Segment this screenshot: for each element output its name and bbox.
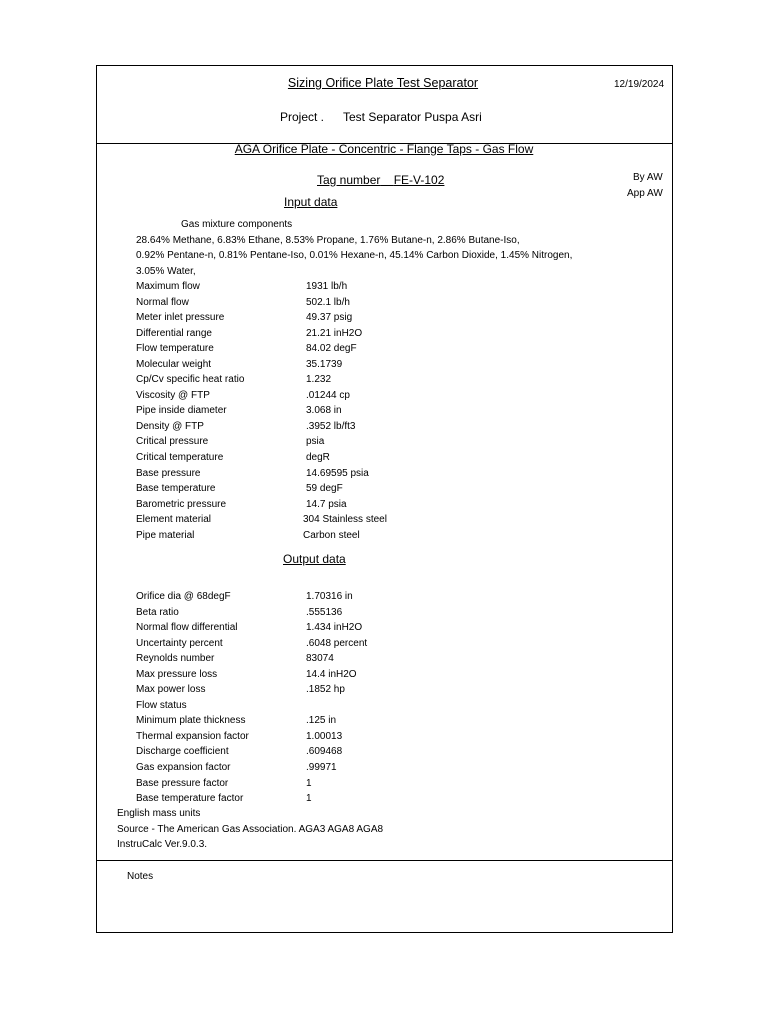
row-label: Base temperature factor bbox=[136, 793, 244, 805]
input-row-molecular-weight bbox=[136, 357, 536, 373]
output-row-flow-status bbox=[136, 698, 536, 714]
row-label: Molecular weight bbox=[136, 358, 212, 370]
row-value: 3.068 in bbox=[306, 405, 342, 417]
row-value: 49.37 psig bbox=[306, 312, 353, 324]
row-value: 84.02 degF bbox=[306, 343, 357, 355]
row-label: Normal flow bbox=[136, 296, 189, 308]
row-label: Uncertainty percent bbox=[136, 637, 223, 649]
tag-number bbox=[317, 173, 444, 187]
input-row-critical-pressure bbox=[136, 434, 536, 450]
output-row-thermal-expansion bbox=[136, 729, 536, 745]
row-value: 304 Stainless steel bbox=[303, 514, 387, 526]
input-heading: Input data bbox=[284, 195, 338, 209]
row-label: Flow status bbox=[136, 699, 187, 711]
row-value: 1 bbox=[306, 777, 312, 789]
input-row-element-material bbox=[136, 512, 536, 528]
input-row-base-temperature bbox=[136, 481, 536, 497]
project-label: Project . bbox=[280, 110, 325, 124]
row-label: Max power loss bbox=[136, 684, 206, 696]
tag-label: Tag number bbox=[317, 173, 381, 187]
output-data-list bbox=[136, 589, 536, 807]
output-row-max-power-loss bbox=[136, 682, 536, 698]
output-row-max-pressure-loss bbox=[136, 667, 536, 683]
row-label: Element material bbox=[136, 514, 212, 526]
signoff-by: By AW bbox=[633, 172, 663, 183]
gas-mixture-line: 0.92% Pentane-n, 0.81% Pentane-Iso, 0.01% Hexane-n, 45.14% Carbon Dioxide, 1.45% Nitrogen, bbox=[136, 250, 573, 261]
output-row-base-pressure-factor bbox=[136, 776, 536, 792]
output-row-orifice-dia bbox=[136, 589, 536, 605]
input-data-list bbox=[136, 279, 536, 543]
row-value: .99971 bbox=[306, 762, 337, 774]
notes-divider bbox=[96, 860, 673, 861]
input-row-critical-temperature bbox=[136, 450, 536, 466]
row-value: .609468 bbox=[306, 746, 343, 758]
row-label: Beta ratio bbox=[136, 606, 179, 618]
row-value: Carbon steel bbox=[303, 529, 360, 541]
row-value: .3952 lb/ft3 bbox=[306, 420, 356, 432]
row-value: .01244 cp bbox=[306, 389, 350, 401]
project-name: Test Separator Puspa Asri bbox=[343, 110, 482, 124]
input-row-barometric-pressure bbox=[136, 497, 536, 513]
row-label: Max pressure loss bbox=[136, 668, 218, 680]
row-value: 1 bbox=[306, 793, 312, 805]
row-label: Discharge coefficient bbox=[136, 746, 229, 758]
input-row-pipe-diameter bbox=[136, 403, 536, 419]
row-label: Cp/Cv specific heat ratio bbox=[136, 374, 245, 386]
row-label: Base pressure factor bbox=[136, 777, 229, 789]
input-row-viscosity bbox=[136, 388, 536, 404]
gas-mixture-line: 28.64% Methane, 6.83% Ethane, 8.53% Propane, 1.76% Butane-n, 2.86% Butane-Iso, bbox=[136, 235, 520, 246]
source-note: Source - The American Gas Association. AGA3 AGA8 AGA8 bbox=[117, 824, 384, 835]
method-title: AGA Orifice Plate - Concentric - Flange Taps - Gas Flow bbox=[234, 142, 534, 156]
input-row-normal-flow bbox=[136, 295, 536, 311]
notes-label: Notes bbox=[127, 871, 154, 882]
row-value: .555136 bbox=[306, 606, 343, 618]
row-value: 14.4 inH2O bbox=[306, 668, 357, 680]
row-value: 502.1 lb/h bbox=[306, 296, 350, 308]
row-value: .125 in bbox=[306, 715, 337, 727]
input-row-base-pressure bbox=[136, 466, 536, 482]
output-heading: Output data bbox=[283, 552, 346, 566]
output-row-min-plate-thickness bbox=[136, 713, 536, 729]
output-row-reynolds-number bbox=[136, 651, 536, 667]
row-label: Critical pressure bbox=[136, 436, 209, 448]
input-row-inlet-pressure bbox=[136, 310, 536, 326]
row-label: Viscosity @ FTP bbox=[136, 389, 210, 401]
row-value: 14.69595 psia bbox=[306, 467, 369, 479]
row-label: Flow temperature bbox=[136, 343, 214, 355]
row-label: Maximum flow bbox=[136, 281, 200, 292]
row-label: Normal flow differential bbox=[136, 622, 238, 634]
row-label: Base temperature bbox=[136, 483, 216, 495]
output-row-uncertainty bbox=[136, 636, 536, 652]
row-value: degR bbox=[306, 452, 330, 464]
row-value: 59 degF bbox=[306, 483, 343, 495]
row-value: 1.00013 bbox=[306, 730, 343, 742]
row-value: 83074 bbox=[306, 653, 334, 665]
row-label: Pipe inside diameter bbox=[136, 405, 227, 417]
row-value: 21.21 inH2O bbox=[306, 327, 363, 339]
gas-mixture-line: 3.05% Water, bbox=[136, 266, 196, 277]
version-note: InstruCalc Ver.9.0.3. bbox=[117, 839, 208, 850]
input-row-pipe-material bbox=[136, 528, 536, 544]
row-label: Critical temperature bbox=[136, 452, 224, 464]
row-label: Reynolds number bbox=[136, 653, 215, 665]
row-label: Meter inlet pressure bbox=[136, 312, 225, 324]
output-row-normal-flow-differential bbox=[136, 620, 536, 636]
input-row-specific-heat-ratio bbox=[136, 372, 536, 388]
report-date: 12/19/2024 bbox=[614, 79, 665, 90]
input-row-density bbox=[136, 419, 536, 435]
row-label: Density @ FTP bbox=[136, 420, 204, 432]
row-label: Pipe material bbox=[136, 529, 195, 541]
row-value: 35.1739 bbox=[306, 358, 343, 370]
row-value: 1.434 inH2O bbox=[306, 622, 363, 634]
row-value: 1.232 bbox=[306, 374, 332, 386]
tag-value: FE-V-102 bbox=[393, 173, 445, 187]
gas-mixture-heading: Gas mixture components bbox=[181, 219, 293, 230]
row-label: Differential range bbox=[136, 327, 212, 339]
input-row-max-flow bbox=[136, 279, 536, 295]
row-label: Barometric pressure bbox=[136, 498, 227, 510]
row-value: 14.7 psia bbox=[306, 498, 347, 510]
row-label: Minimum plate thickness bbox=[136, 715, 246, 727]
row-value: .6048 percent bbox=[306, 637, 368, 649]
row-label: Orifice dia @ 68degF bbox=[136, 591, 231, 602]
row-value: 1931 lb/h bbox=[306, 281, 348, 292]
output-row-discharge-coefficient bbox=[136, 744, 536, 760]
row-value: psia bbox=[306, 436, 325, 448]
signoff-app: App AW bbox=[627, 188, 663, 199]
row-label: Base pressure bbox=[136, 467, 201, 479]
row-label: Thermal expansion factor bbox=[136, 730, 249, 742]
row-value: 1.70316 in bbox=[306, 591, 353, 602]
report-title: Sizing Orifice Plate Test Separator bbox=[287, 76, 479, 90]
output-row-gas-expansion bbox=[136, 760, 536, 776]
row-value: .1852 hp bbox=[306, 684, 345, 696]
input-row-differential-range bbox=[136, 326, 536, 342]
output-row-base-temperature-factor bbox=[136, 791, 536, 807]
output-row-beta-ratio bbox=[136, 605, 536, 621]
units-note: English mass units bbox=[117, 808, 201, 819]
row-label: Gas expansion factor bbox=[136, 762, 231, 774]
input-row-flow-temperature bbox=[136, 341, 536, 357]
